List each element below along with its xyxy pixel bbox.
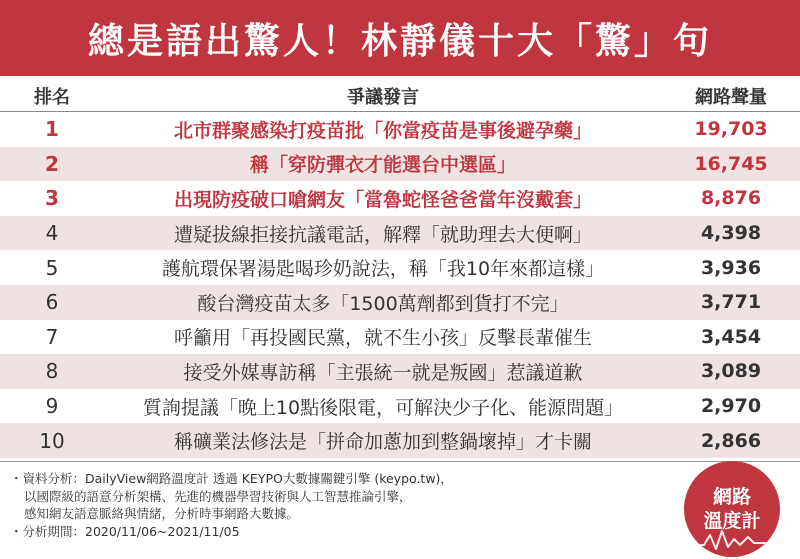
table-row [0,216,800,251]
footer-note-method: 以國際級的語意分析架構、先進的機器學習技術與人工智慧推論引擎， [24,488,412,504]
rank-cell: 8 [45,359,59,384]
table-row [0,147,800,182]
table-header [0,80,800,112]
statement-cell: 呼籲用「再投國民黨，就不生小孩」反擊長輩催生 [173,327,592,350]
volume-cell: 16,745 [694,152,768,175]
statement-cell: 酸台灣疫苗太多「1500萬劑都到貨打不完」 [197,292,569,315]
dailyview-logo [684,461,780,557]
volume-cell: 3,771 [700,291,762,314]
rank-cell: 7 [45,324,59,349]
volume-cell: 19,703 [694,118,768,141]
volume-cell: 8,876 [700,187,762,210]
table-row [0,250,800,285]
statement-cell: 稱「穿防彈衣才能選台中選區」 [249,154,516,177]
page-title: 總是語出驚人！林靜儀十大「驚」句 [87,20,712,62]
footer-notes [10,470,610,540]
statement-cell: 出現防疫破口嗆網友「當魯蛇怪爸爸當年沒戴套」 [173,188,592,211]
logo-line2: 溫度計 [703,510,761,532]
footer-note-period: ・分析期間：2020/11/06~2021/11/05 [10,523,240,539]
rank-cell: 5 [45,255,59,280]
volume-cell: 3,089 [700,360,762,383]
statement-cell: 接受外媒專訪稱「主張統一就是叛國」惹議道歉 [183,361,583,384]
statement-cell: 遭疑拔線拒接抗議電話，解釋「就助理去大便啊」 [173,223,592,246]
statement-cell: 護航環保署湯匙喝珍奶說法，稱「我10年來都這樣」 [161,258,605,281]
table-row [0,112,800,147]
volume-cell: 4,398 [700,222,762,245]
table-row [0,389,800,424]
statement-cell: 質詢提議「晚上10點後限電，可解決少子化、能源問題」 [142,396,624,419]
volume-cell: 2,970 [700,395,762,418]
table-row [0,423,800,458]
footer-note-purpose: 感知網友語意脈絡與情緒，分析時事網路大數據。 [24,506,300,521]
rank-cell: 10 [39,428,65,453]
rank-cell: 9 [45,394,59,419]
rank-cell: 6 [45,290,59,315]
table-row [0,285,800,320]
rank-cell: 3 [45,186,59,211]
statement-cell: 北市群聚感染打疫苗批「你當疫苗是事後避孕藥」 [173,119,592,142]
logo-line1: 網路 [712,486,751,508]
footer-note-source: ・資料分析：DailyView網路溫度計 透過 KEYPO大數據關鍵引擎 (keypo.tw)， [10,471,453,486]
table-row [0,181,800,216]
ranking-table [0,80,800,458]
rank-cell: 2 [45,151,59,176]
table-body [0,112,800,458]
volume-cell: 3,936 [700,256,762,279]
rank-cell: 4 [45,221,59,246]
statement-cell: 稱礦業法修法是「拼命加蔥加到整鍋壞掉」才卡關 [173,431,592,454]
volume-cell: 2,866 [700,429,762,452]
page-title-banner [0,0,800,76]
header-volume: 網路聲量 [695,86,767,108]
rank-cell: 1 [45,117,59,142]
volume-cell: 3,454 [700,325,762,348]
footer-divider [0,461,800,462]
header-rank: 排名 [34,86,70,108]
table-row [0,320,800,355]
header-statement: 爭議發言 [347,86,419,108]
table-row [0,354,800,389]
